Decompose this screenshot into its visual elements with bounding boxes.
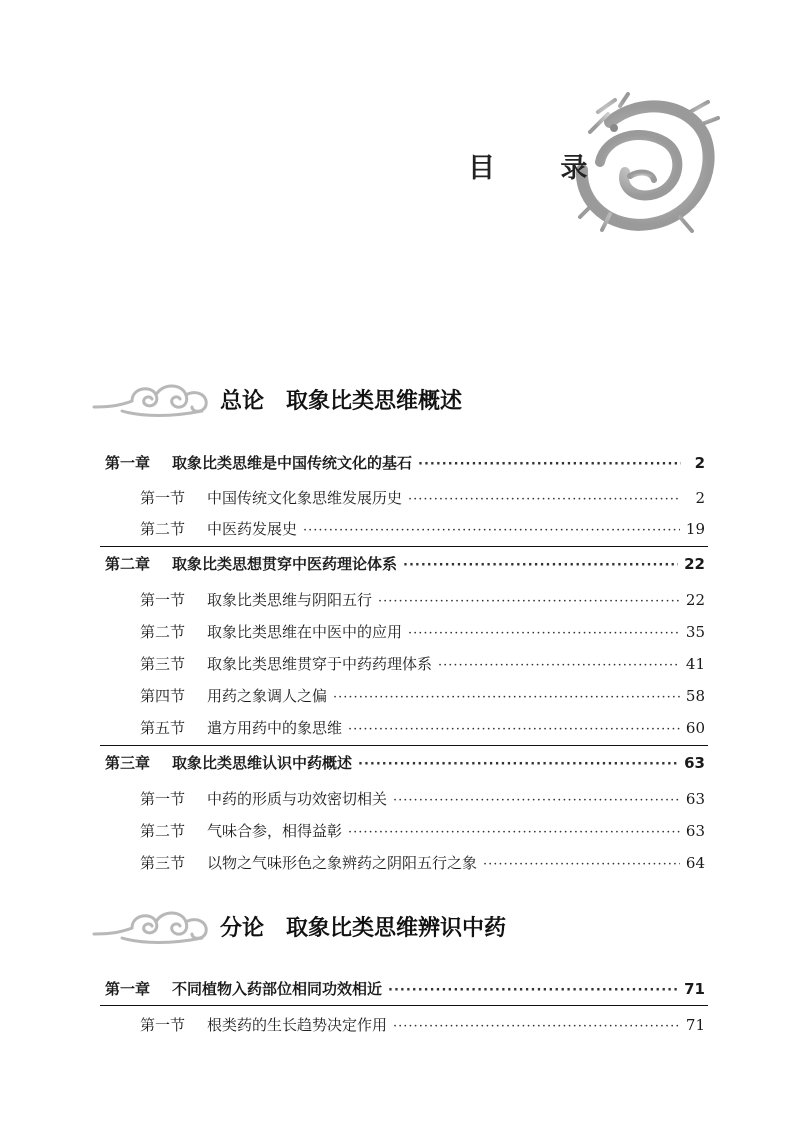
- part-heading: [92, 904, 712, 948]
- page-number: 22: [684, 555, 705, 573]
- dot-leader: [403, 554, 678, 578]
- chapter-name: 取象比类思维是中国传统文化的基石: [172, 454, 413, 472]
- page-number: 2: [695, 489, 705, 507]
- dot-leader: [348, 821, 680, 845]
- page-number: 19: [685, 520, 705, 538]
- toc-chapter-row[interactable]: [105, 977, 705, 1001]
- chapter-name: 取象比类思想贯穿中医药理论体系: [172, 555, 398, 573]
- page-number: 22: [685, 591, 705, 609]
- chapter-label: 第二章: [105, 555, 151, 573]
- section-name: 取象比类思维贯穿于中药药理体系: [207, 655, 433, 673]
- page-number: 71: [685, 1016, 705, 1034]
- section-label: 第三节: [140, 854, 186, 872]
- section-name: 取象比类思维在中医中的应用: [207, 623, 403, 641]
- cloud-ornament-icon: [92, 377, 212, 421]
- section-name: 气味合参，相得益彰: [207, 822, 343, 840]
- section-label: 第四节: [140, 687, 186, 705]
- page-number: 63: [685, 790, 705, 808]
- section-name: 中药的形质与功效密切相关: [207, 790, 388, 808]
- section-label: 第一节: [140, 489, 186, 507]
- dot-leader: [438, 654, 680, 678]
- chapter-name: 不同植物入药部位相同功效相近: [172, 980, 383, 998]
- toc-section-row[interactable]: [140, 486, 705, 510]
- section-label: 第一节: [140, 591, 186, 609]
- chapter-label: 第三章: [105, 754, 151, 772]
- section-name: 中国传统文化象思维发展历史: [207, 489, 403, 507]
- chapter-label: 第一章: [105, 454, 151, 472]
- section-label: 第三节: [140, 655, 186, 673]
- dot-leader: [418, 453, 681, 477]
- section-label: 第二节: [140, 822, 186, 840]
- page-number: 63: [685, 822, 705, 840]
- dot-leader: [348, 718, 680, 742]
- section-name: 根类药的生长趋势决定作用: [207, 1016, 388, 1034]
- section-name: 以物之气味形色之象辨药之阴阳五行之象: [207, 854, 478, 872]
- chapter-label: 第一章: [105, 980, 151, 998]
- dot-leader: [408, 622, 680, 646]
- toc-section-row[interactable]: [140, 819, 705, 843]
- page-number: 71: [684, 980, 705, 998]
- toc-section-row[interactable]: [140, 1013, 705, 1037]
- dot-leader: [408, 488, 681, 512]
- page-number: 41: [685, 655, 705, 673]
- toc-section-row[interactable]: [140, 787, 705, 811]
- toc-section-row[interactable]: [140, 588, 705, 612]
- toc-chapter-row[interactable]: [105, 751, 705, 775]
- dot-leader: [333, 686, 680, 710]
- part-title: 分论 取象比类思维辨识中药: [220, 916, 507, 941]
- section-label: 第二节: [140, 520, 186, 538]
- toc-section-row[interactable]: [140, 652, 705, 676]
- page-number: 35: [685, 623, 705, 641]
- cloud-ornament-icon: [92, 904, 212, 948]
- page-number: 2: [694, 454, 705, 472]
- page-number: 58: [685, 687, 705, 705]
- toc-section-row[interactable]: [140, 517, 705, 541]
- dot-leader: [393, 1015, 680, 1039]
- section-label: 第二节: [140, 623, 186, 641]
- chapter-name: 取象比类思维认识中药概述: [172, 754, 353, 772]
- section-name: 用药之象调人之偏: [207, 687, 328, 705]
- section-name: 遣方用药中的象思维: [207, 719, 343, 737]
- chapter-divider: [100, 745, 708, 746]
- section-label: 第五节: [140, 719, 186, 737]
- toc-chapter-row[interactable]: [105, 451, 705, 475]
- dot-leader: [388, 979, 678, 1003]
- chapter-divider: [100, 1005, 708, 1006]
- dot-leader: [393, 789, 680, 813]
- toc-section-row[interactable]: [140, 684, 705, 708]
- dot-leader: [303, 519, 680, 543]
- page-number: 63: [684, 754, 705, 772]
- chapter-divider: [100, 546, 708, 547]
- section-name: 中医药发展史: [207, 520, 298, 538]
- toc-section-row[interactable]: [140, 620, 705, 644]
- toc-chapter-row[interactable]: [105, 552, 705, 576]
- section-label: 第一节: [140, 790, 186, 808]
- page-title: 目 录: [468, 153, 616, 184]
- dot-leader: [483, 853, 680, 877]
- page-number: 64: [685, 854, 705, 872]
- toc-section-row[interactable]: [140, 851, 705, 875]
- section-label: 第一节: [140, 1016, 186, 1034]
- toc-section-row[interactable]: [140, 716, 705, 740]
- page-number: 60: [685, 719, 705, 737]
- dot-leader: [378, 590, 680, 614]
- part-heading: [92, 377, 712, 421]
- dot-leader: [358, 753, 678, 777]
- part-title: 总论 取象比类思维概述: [220, 389, 463, 414]
- section-name: 取象比类思维与阴阳五行: [207, 591, 373, 609]
